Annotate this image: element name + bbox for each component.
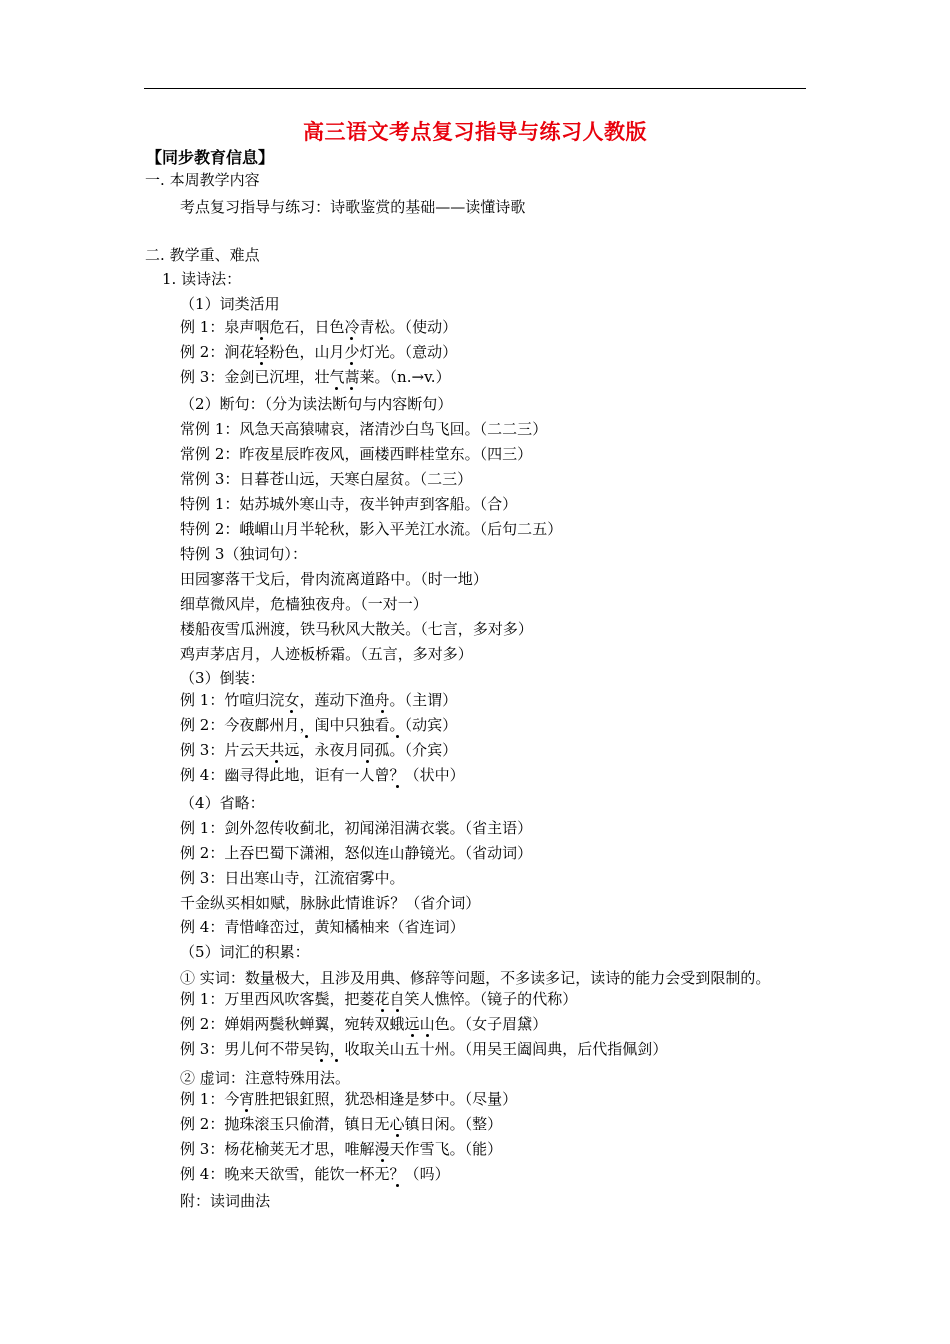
emphasis-mark: ？: [389, 1165, 405, 1183]
text-line: 常例 3：日暮苍山远，天寒白屋贫。（二三）: [180, 470, 473, 488]
text-line: 例 3：男儿何不带吴钩，收取关山五十州。（用吴王阖闾典，后代指佩剑）: [180, 1040, 668, 1058]
emphasis-mark: 轻: [254, 343, 270, 361]
text-line: 例 2：上吞巴蜀下潇湘，怒似连山静镜光。（省动词）: [180, 844, 533, 862]
text-line: 例 3：金剑已沉埋，壮气蒿莱。（n.→v.）: [180, 368, 451, 386]
header-rule: [144, 88, 806, 89]
section-heading: 【同步教育信息】: [146, 148, 275, 167]
text-line: 例 3：日出寒山寺，江流宿雾中。: [180, 869, 405, 887]
text-line: 鸡声茅店月，人迹板桥霜。（五言，多对多）: [180, 645, 473, 663]
text-line: 楼船夜雪瓜洲渡，铁马秋风大散关。（七言，多对多）: [180, 620, 533, 638]
emphasis-mark: 山: [419, 1015, 435, 1033]
text-line: 二. 教学重、难点: [145, 246, 260, 264]
text-line: 一. 本周教学内容: [145, 171, 260, 189]
text-line: 特例 2：峨嵋山月半轮秋，影入平羌江水流。（后句二五）: [180, 520, 563, 538]
text-line: 例 4：晚来天欲雪，能饮一杯无？（吗）: [180, 1165, 450, 1183]
emphasis-mark: 远: [404, 1015, 420, 1033]
text-line: 千金纵买相如赋，脉脉此情谁诉？（省介词）: [180, 894, 481, 912]
emphasis-mark: 心: [389, 1115, 405, 1133]
emphasis-mark: 自: [389, 990, 405, 1008]
emphasis-mark: 同: [359, 741, 375, 759]
emphasis-mark: 花: [374, 990, 390, 1008]
emphasis-mark: 。: [389, 716, 405, 734]
text-line: 例 1：泉声咽危石，日色冷青松。（使动）: [180, 318, 458, 336]
text-line: 例 3：片云天共远，永夜月同孤。（介宾）: [180, 741, 458, 759]
text-line: 例 2：抛珠滚玉只偷潸，镇日无心镇日闲。（整）: [180, 1115, 503, 1133]
emphasis-mark: 共: [269, 741, 285, 759]
emphasis-mark: 宵: [239, 1090, 255, 1108]
text-line: 常例 2：昨夜星辰昨夜风，画楼西畔桂堂东。（四三）: [180, 445, 533, 463]
text-line: （4）省略：: [180, 794, 265, 812]
text-line: 例 2：今夜鄜州月，闺中只独看。（动宾）: [180, 716, 458, 734]
emphasis-mark: 咽: [254, 318, 270, 336]
emphasis-mark: 气: [329, 368, 345, 386]
emphasis-mark: 舟: [374, 691, 390, 709]
text-line: 例 3：杨花榆荚无才思，唯解漫天作雪飞。（能）: [180, 1140, 503, 1158]
text-line: （1）词类活用: [180, 295, 280, 313]
text-line: 例 1：竹喧归浣女，莲动下渔舟。（主谓）: [180, 691, 458, 709]
emphasis-mark: ，: [299, 716, 315, 734]
text-line: （2）断句：（分为读法断句与内容断句）: [180, 395, 453, 413]
text-line: 例 4：幽寻得此地，讵有一人曾？（状中）: [180, 766, 465, 784]
text-line: 细草微风岸，危樯独夜舟。（一对一）: [180, 595, 428, 613]
text-line: ② 虚词：注意特殊用法。: [180, 1069, 350, 1087]
text-line: 常例 1：风急天高猿啸哀，渚清沙白鸟飞回。（二二三）: [180, 420, 548, 438]
text-line: 特例 1：姑苏城外寒山寺，夜半钟声到客船。（合）: [180, 495, 518, 513]
emphasis-mark: ？: [389, 766, 405, 784]
emphasis-mark: 冷: [344, 318, 360, 336]
emphasis-mark: 女: [284, 691, 300, 709]
text-line: 例 1：今宵胜把银釭照，犹恐相逢是梦中。（尽量）: [180, 1090, 518, 1108]
text-line: 例 4：青惜峰峦过，黄知橘柚来（省连词）: [180, 918, 465, 936]
emphasis-mark: 漫: [374, 1140, 390, 1158]
text-line: 田园寥落干戈后，骨肉流离道路中。（时一地）: [180, 570, 488, 588]
text-line: 附：读词曲法: [180, 1192, 271, 1210]
text-line: （5）词汇的积累：: [180, 943, 310, 961]
emphasis-mark: ，: [329, 1040, 345, 1058]
page-title: 高三语文考点复习指导与练习人教版: [303, 120, 647, 144]
text-line: 例 2：涧花轻粉色，山月少灯光。（意动）: [180, 343, 458, 361]
text-line: 考点复习指导与练习：诗歌鉴赏的基础——读懂诗歌: [180, 198, 526, 216]
text-line: 特例 3（独词句）：: [180, 545, 307, 563]
text-line: 例 1：剑外忽传收蓟北，初闻涕泪满衣裳。（省主语）: [180, 819, 533, 837]
text-line: 例 2：婵娟两鬓秋蝉翼，宛转双蛾远山色。（女子眉黛）: [180, 1015, 548, 1033]
text-line: 1. 读诗法：: [162, 270, 242, 288]
text-line: ① 实词：数量极大，且涉及用典、修辞等问题，不多读多记，读诗的能力会受到限制的。: [180, 969, 771, 987]
emphasis-mark: 钩: [314, 1040, 330, 1058]
emphasis-mark: 蒿: [344, 368, 360, 386]
emphasis-mark: 少: [344, 343, 360, 361]
text-line: （3）倒装：: [180, 669, 265, 687]
text-line: 例 1：万里西风吹客鬓，把菱花自笑人憔悴。（镜子的代称）: [180, 990, 578, 1008]
